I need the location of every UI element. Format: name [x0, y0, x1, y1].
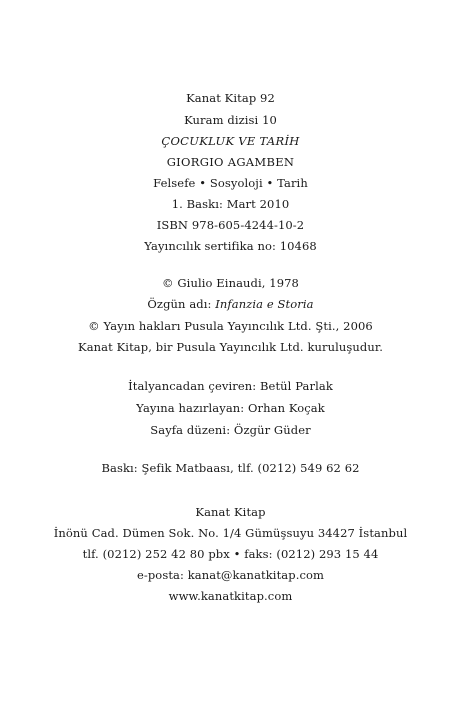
subjects-line: Felsefe • Sosyoloji • Tarih	[153, 176, 308, 190]
edition-line: 1. Baskı: Mart 2010	[171, 197, 290, 211]
translator-line: İtalyancadan çeviren: Betül Parlak	[128, 379, 333, 393]
layout-line: Sayfa düzeni: Özgür Güder	[150, 423, 311, 437]
printer-line: Baskı: Şefik Matbaası, tlf. (0212) 549 62 62	[101, 461, 360, 475]
certificate-line: Yayıncılık sertifika no: 10468	[144, 239, 317, 253]
original-title-label: Özgün adı:	[147, 297, 216, 311]
imprint-note-line: Kanat Kitap, bir Pusula Yayıncılık Ltd. kuruluşudur.	[78, 340, 383, 354]
original-copyright-line: © Giulio Einaudi, 1978	[162, 276, 299, 290]
original-title: Infanzia e Storia	[215, 297, 314, 311]
theory-series-line: Kuram dizisi 10	[184, 113, 277, 127]
publisher-email: e-posta: kanat@kanatkitap.com	[136, 568, 325, 582]
editor-line: Yayına hazırlayan: Orhan Koçak	[136, 401, 325, 415]
isbn-line: ISBN 978-605-4244-10-2	[156, 218, 305, 232]
original-title-line	[0, 296, 461, 312]
book-title: ÇOCUKLUK VE TARİH	[161, 134, 300, 148]
publisher-address: İnönü Cad. Dümen Sok. No. 1/4 Gümüşsuyu 34427 İstanbul	[53, 526, 408, 540]
publisher-phone-fax: tlf. (0212) 252 42 80 pbx • faks: (0212) 293 15 44	[82, 547, 379, 561]
publishing-rights-line: © Yayın hakları Pusula Yayıncılık Ltd. Şti., 2006	[88, 319, 373, 333]
series-line: Kanat Kitap 92	[186, 91, 275, 105]
author-name: GIORGIO AGAMBEN	[166, 155, 295, 169]
publisher-website: www.kanatkitap.com	[168, 589, 293, 603]
publisher-name: Kanat Kitap	[195, 505, 266, 519]
